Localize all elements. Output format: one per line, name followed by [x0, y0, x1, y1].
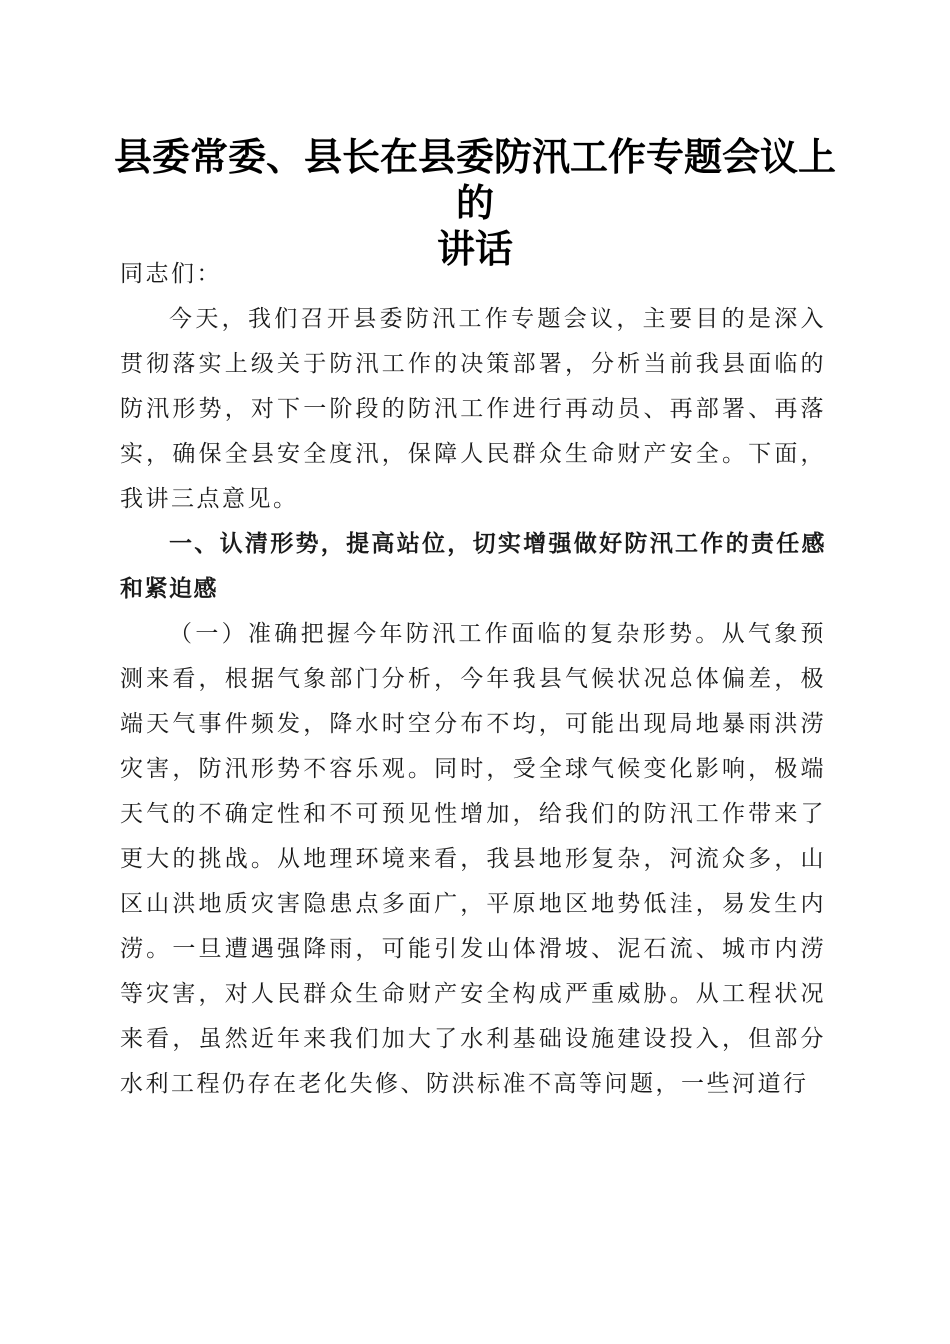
section-1-heading: 一、认清形势，提高站位，切实增强做好防汛工作的责任感和紧迫感 — [120, 531, 826, 602]
salutation: 同志们： — [120, 261, 222, 287]
document-title-line-2: 讲话 — [436, 226, 513, 271]
document-title-line-1: 县委常委、县长在县委防汛工作专题会议上的 — [113, 134, 836, 225]
subsection-1-paragraph — [120, 612, 826, 1107]
document-body — [120, 252, 826, 1107]
intro-paragraph: 今天，我们召开县委防汛工作专题会议，主要目的是深入贯彻落实上级关于防汛工作的决策部署，分析当前我县面临的防汛形势，对下一阶段的防汛工作进行再动员、再部署、再落实，确保全县安全度汛，保障人民群众生命财产安全。下面，我讲三点意见。 — [120, 306, 826, 512]
subsection-1-lead: （一）准确把握今年防汛工作面临的复杂形势。 — [169, 621, 722, 647]
subsection-1-body: 从气象预测来看，根据气象部门分析，今年我县气候状况总体偏差，极端天气事件频发，降水时空分布不均，可能出现局地暴雨洪涝灾害，防汛形势不容乐观。同时，受全球气候变化影响，极端天气的不确定性和不可预见性增加，给我们的防汛工作带来了更大的挑战。从地理环境来看，我县地形复杂，河流众多，山区山洪地质灾害隐患点多面广，平原地区地势低洼，易发生内涝。一旦遭遇强降雨，可能引发山体滑坡、泥石流、城市内涝等灾害，对人民群众生命财产安全构成严重威胁。从工程状况来看，虽然近年来我们加大了水利基础设施建设投入，但部分水利工程仍存在老化失修、防洪标准不高等问题，一些河道行 — [120, 621, 826, 1097]
